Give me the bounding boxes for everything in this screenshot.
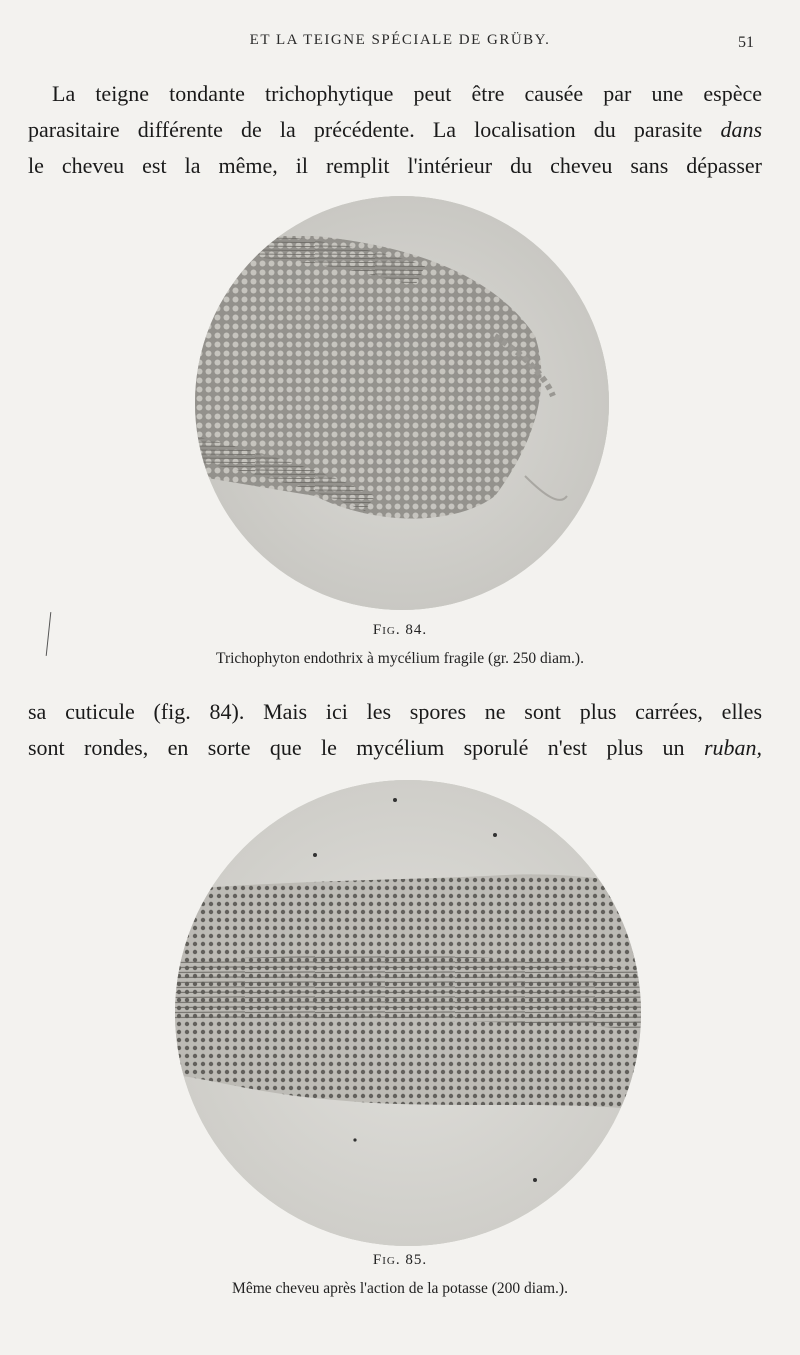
paragraph-1-line-2-text: parasitaire différente de la précédente. La localisation du parasite [28, 117, 703, 142]
paragraph-2-line-1: sa cuticule (fig. 84). Mais ici les spores ne sont plus carrées, elles [28, 699, 762, 724]
paragraph-2-line-2-text: sont rondes, en sorte que le mycélium sporulé n'est plus un [28, 735, 685, 760]
figure-84-label: Fig. 84. [372, 622, 428, 638]
figure-84-micrograph [195, 196, 609, 610]
paragraph-1-line-2 [28, 112, 762, 148]
figure-84-caption: Trichophyton endothrix à mycélium fragile (gr. 250 diam.). [216, 650, 584, 667]
paragraph-1 [28, 76, 762, 184]
paragraph-1-emphasis: dans [720, 117, 763, 142]
paragraph-2 [28, 694, 762, 766]
paragraph-1-line-3: le cheveu est la même, il remplit l'intérieur du cheveu sans dépasser [28, 153, 762, 178]
figure-84-image [195, 196, 609, 610]
paragraph-2-emphasis: ruban, [703, 735, 762, 760]
paragraph-1-line-1: La teigne tondante trichophytique peut être causée par une espèce [52, 81, 762, 106]
running-head: ET LA TEIGNE SPÉCIALE DE GRÜBY. [249, 32, 551, 48]
figure-85-image [175, 780, 641, 1246]
paragraph-2-line-2 [28, 730, 762, 766]
figure-85-micrograph [175, 780, 641, 1246]
figure-85-label: Fig. 85. [372, 1252, 428, 1268]
page-number: 51 [738, 34, 754, 51]
figure-85-caption: Même cheveu après l'action de la potasse (200 diam.). [232, 1280, 568, 1297]
